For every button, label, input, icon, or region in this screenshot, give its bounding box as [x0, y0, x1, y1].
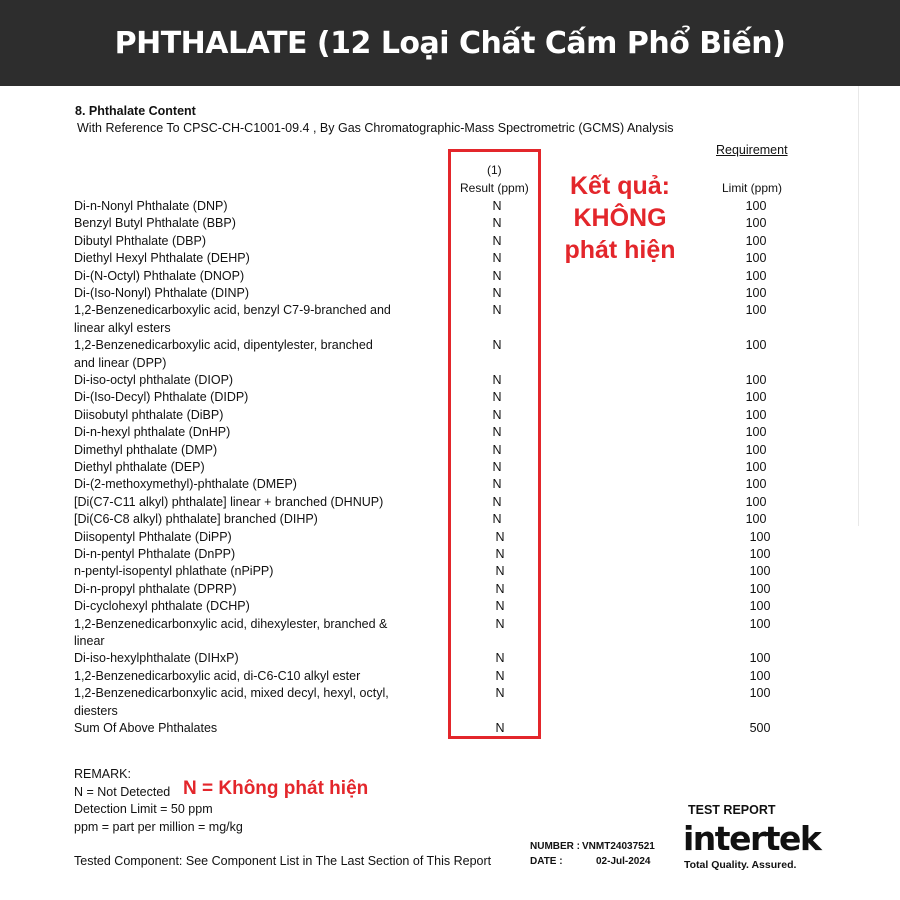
substance-name-line: and linear (DPP)	[74, 355, 167, 370]
substance-name-line: linear alkyl esters	[74, 320, 171, 335]
intertek-logo	[683, 820, 823, 856]
result-value: N	[492, 477, 502, 492]
substance-name-line: Di-(Iso-Nonyl) Phthalate (DINP)	[74, 286, 250, 300]
highlight-note-line3: phát hiện	[564, 236, 676, 264]
substance-name-line: Diethyl phthalate (DEP)	[74, 460, 205, 474]
limit-value: 100	[745, 512, 767, 527]
substance-name	[74, 215, 414, 233]
limit-value: 100	[749, 564, 771, 579]
limit-value: 100	[745, 303, 767, 318]
substance-name-line: 1,2-Benzenedicarboxylic acid, dipentylester, branched	[74, 338, 373, 353]
result-value: N	[492, 460, 502, 474]
logo-wordmark: intertek	[683, 820, 821, 856]
substance-name	[74, 389, 414, 407]
limit-value: 500	[749, 721, 771, 735]
substance-name-line: Diisopentyl Phthalate (DiPP)	[74, 529, 232, 544]
highlight-note-line1: Kết quả:	[570, 172, 670, 200]
result-value: N	[492, 373, 502, 387]
result-column-header: Result (ppm)	[460, 181, 529, 195]
substance-name	[74, 720, 414, 738]
substance-name-line: 1,2-Benzenedicarboxylic acid, benzyl C7-9-branched and	[74, 303, 391, 318]
substance-name-line: 1,2-Benzenedicarbonxylic acid, mixed decyl, hexyl, octyl,	[74, 686, 389, 701]
banner-title: PHTHALATE (12 Loại Chất Cấm Phổ Biến)	[0, 0, 900, 86]
substance-name	[74, 459, 414, 477]
page-edge-line	[858, 86, 859, 526]
result-value: N	[495, 668, 505, 683]
limit-column-header: Limit (ppm)	[722, 181, 783, 195]
remark-detection-limit: Detection Limit = 50 ppm	[74, 802, 213, 816]
substance-name	[74, 302, 414, 337]
tested-component-note: Tested Component: See Component List in The Last Section of This Report	[74, 854, 492, 868]
result-value: N	[495, 529, 505, 544]
limit-value: 100	[745, 199, 767, 213]
result-value: N	[492, 338, 502, 353]
limit-value: 100	[745, 460, 767, 474]
substance-name-line: Diisobutyl phthalate (DiBP)	[74, 407, 224, 422]
substance-name	[74, 529, 414, 547]
result-value: N	[495, 581, 505, 596]
report-number-label: NUMBER :	[530, 841, 580, 852]
test-report-label: TEST REPORT	[688, 803, 776, 817]
substance-name-line: Di-(N-Octyl) Phthalate (DNOP)	[74, 268, 245, 283]
limit-value: 100	[749, 581, 771, 596]
result-value: N	[492, 512, 502, 527]
limit-value: 100	[745, 407, 767, 422]
substance-name	[74, 494, 414, 512]
report-number-value: VNMT24037521	[582, 841, 655, 852]
result-value: N	[492, 442, 502, 457]
result-value: N	[492, 303, 502, 318]
limit-value: 100	[745, 286, 767, 300]
substance-name-line: Dibutyl Phthalate (DBP)	[74, 233, 207, 248]
result-value: N	[495, 616, 505, 631]
substance-name	[74, 476, 414, 494]
substance-name	[74, 372, 414, 390]
limit-value: 100	[745, 442, 767, 457]
substance-name-line: Di-iso-hexylphthalate (DIHxP)	[74, 651, 239, 666]
substance-name-line: [Di(C7-C11 alkyl) phthalate] linear + branched (DHNUP)	[74, 494, 384, 509]
substance-name-line: Di-iso-octyl phthalate (DIOP)	[74, 373, 234, 387]
limit-value: 100	[749, 529, 771, 544]
result-value: N	[495, 599, 505, 614]
result-value: N	[495, 651, 505, 666]
result-value: N	[492, 268, 502, 283]
result-value: N	[495, 547, 505, 561]
limit-value: 100	[749, 616, 771, 631]
remark-not-detected: N = Not Detected	[74, 785, 171, 799]
substance-name	[74, 268, 414, 286]
substance-name	[74, 407, 414, 425]
result-value: N	[492, 390, 502, 405]
result-value: N	[492, 251, 502, 266]
substance-name	[74, 563, 414, 581]
substance-name	[74, 285, 414, 303]
limit-value: 100	[749, 599, 771, 614]
section-title: 8. Phthalate Content	[75, 104, 196, 118]
limit-value: 100	[749, 668, 771, 683]
remark-ppm: ppm = part per million = mg/kg	[74, 820, 243, 834]
highlight-note	[556, 170, 684, 266]
substance-name-line: Di-n-propyl phthalate (DPRP)	[74, 581, 237, 596]
substance-name	[74, 650, 414, 668]
result-value: N	[492, 407, 502, 422]
substance-name-line: Sum Of Above Phthalates	[74, 721, 218, 735]
substance-name-line: linear	[74, 634, 105, 649]
substance-name-line: Diethyl Hexyl Phthalate (DEHP)	[74, 251, 250, 266]
substance-name	[74, 598, 414, 616]
not-detected-note: N = Không phát hiện	[183, 778, 369, 799]
limit-value: 100	[745, 233, 767, 248]
remark-heading: REMARK:	[74, 767, 131, 781]
substance-name	[74, 198, 414, 216]
substance-name-line: 1,2-Benzenedicarbonxylic acid, dihexylester, branched &	[74, 616, 388, 631]
result-value: N	[492, 233, 502, 248]
substance-name-line: n-pentyl-isopentyl phlathate (nPiPP)	[74, 564, 274, 579]
limit-value: 100	[745, 216, 767, 231]
result-value: N	[495, 564, 505, 579]
substance-name	[74, 511, 414, 529]
result-value: N	[492, 286, 502, 300]
limit-value: 100	[745, 425, 767, 440]
result-column-index: (1)	[487, 163, 502, 177]
substance-name	[74, 616, 414, 651]
result-value: N	[492, 494, 502, 509]
substance-name-line: Di-n-hexyl phthalate (DnHP)	[74, 425, 231, 440]
substance-name-line: 1,2-Benzenedicarboxylic acid, di-C6-C10 alkyl ester	[74, 668, 361, 683]
limit-value: 100	[745, 477, 767, 492]
substance-name-line: [Di(C6-C8 alkyl) phthalate] branched (DIHP)	[74, 512, 318, 527]
limit-value: 100	[745, 268, 767, 283]
substance-name-line: Di-(Iso-Decyl) Phthalate (DIDP)	[74, 390, 249, 405]
result-value: N	[492, 216, 502, 231]
substance-name-line: Benzyl Butyl Phthalate (BBP)	[74, 216, 236, 231]
result-value: N	[495, 686, 505, 701]
report-date-label: DATE :	[530, 856, 563, 867]
substance-name	[74, 668, 414, 686]
result-value: N	[492, 199, 502, 213]
requirement-header: Requirement	[716, 143, 788, 157]
substance-name-line: Di-n-Nonyl Phthalate (DNP)	[74, 199, 228, 213]
substance-name	[74, 250, 414, 268]
substance-name	[74, 337, 414, 372]
result-value: N	[495, 721, 505, 735]
substance-name	[74, 424, 414, 442]
limit-value: 100	[745, 251, 767, 266]
substance-name-line: diesters	[74, 703, 118, 718]
result-value: N	[492, 425, 502, 440]
report-number	[530, 841, 655, 852]
limit-value: 100	[745, 338, 767, 353]
limit-value: 100	[749, 547, 771, 561]
substance-name-line: Di-n-pentyl Phthalate (DnPP)	[74, 547, 236, 561]
report-date	[530, 856, 650, 867]
highlight-note-line2: KHÔNG	[573, 204, 667, 232]
substance-name-line: Di-cyclohexyl phthalate (DCHP)	[74, 599, 250, 614]
limit-value: 100	[745, 373, 767, 387]
logo-tagline: Total Quality. Assured.	[684, 859, 797, 871]
limit-value: 100	[745, 390, 767, 405]
substance-name-line: Di-(2-methoxymethyl)-phthalate (DMEP)	[74, 477, 297, 492]
substance-name	[74, 233, 414, 251]
report-date-value: 02-Jul-2024	[596, 856, 651, 867]
limit-value: 100	[745, 494, 767, 509]
limit-value: 100	[749, 686, 771, 701]
substance-name	[74, 685, 414, 720]
limit-value: 100	[749, 651, 771, 666]
section-reference: With Reference To CPSC-CH-C1001-09.4 , By Gas Chromatographic-Mass Spectrometric (GCMS) Analysis	[77, 121, 674, 135]
substance-name-line: Dimethyl phthalate (DMP)	[74, 442, 218, 457]
substance-name	[74, 581, 414, 599]
substance-name	[74, 546, 414, 564]
substance-name	[74, 442, 414, 460]
